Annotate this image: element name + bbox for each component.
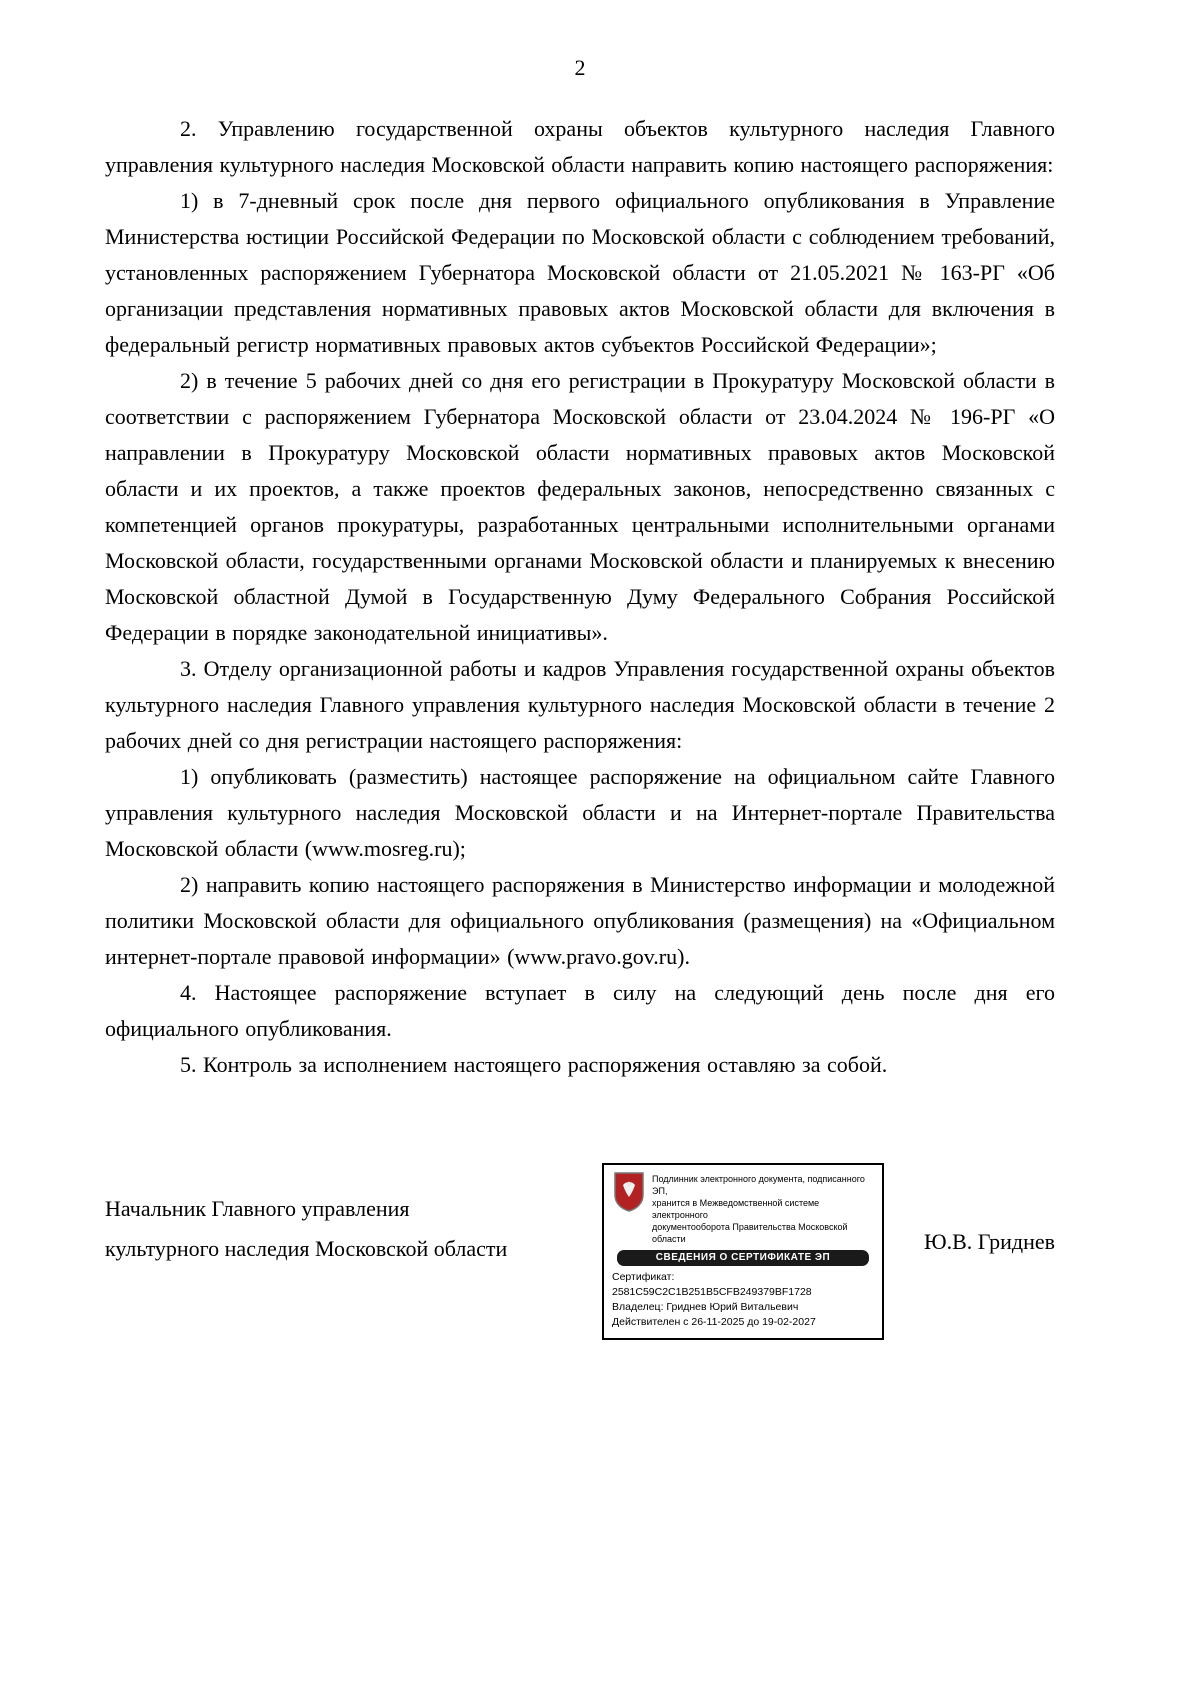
- paragraph-2-sub1: 1) в 7-дневный срок после дня первого официального опубликования в Управление Министерства юстиции Российской Федерации по Московской области с соблюдением требований, установленных распоряжением Губернатора Московской области от 21.05.2021 № 163-РГ «Об организации представления нормативных правовых актов Московской области для включения в федеральный регистр нормативных правовых актов субъектов Российской Федерации»;: [105, 188, 1055, 357]
- stamp-header-text: [652, 1171, 874, 1245]
- paragraph-3-sub1: 1) опубликовать (разместить) настоящее распоряжение на официальном сайте Главного управления культурного наследия Московской области и на Интернет-портале Правительства Московской области (www.mosreg.ru);: [105, 764, 1055, 861]
- stamp-certificate-title: СВЕДЕНИЯ О СЕРТИФИКАТЕ ЭП: [617, 1250, 869, 1266]
- paragraph-2: 2. Управлению государственной охраны объектов культурного наследия Главного управления культурного наследия Московской области направить копию настоящего распоряжения:: [105, 116, 1055, 177]
- paragraph-2-sub2: 2) в течение 5 рабочих дней со дня его регистрации в Прокуратуру Московской области в соответствии с распоряжением Губернатора Московской области от 23.04.2024 № 196-РГ «О направлении в Прокуратуру Московской области нормативных правовых актов Московской области и их проектов, а также проектов федеральных законов, непосредственно связанных с компетенцией органов прокуратуры, разработанных центральными исполнительными органами Московской области, государственными органами Московской области и планируемых к внесению Московской областной Думой в Государственную Думу Федерального Собрания Российской Федерации в порядке законодательной инициативы».: [105, 368, 1055, 645]
- page-number: 2: [574, 55, 586, 80]
- document-body: [105, 111, 1055, 1083]
- stamp-header-line-2: хранится в Межведомственной системе электронного: [652, 1198, 820, 1220]
- paragraph-5: 5. Контроль за исполнением настоящего распоряжения оставляю за собой.: [180, 1052, 888, 1077]
- signatory-name: Ю.В. Гриднев: [923, 1229, 1055, 1254]
- stamp-certificate-number: Сертификат: 2581C59C2C1B251B5CFB249379BF1728: [612, 1271, 812, 1298]
- stamp-header-section: [612, 1171, 874, 1245]
- paragraph-3: 3. Отделу организационной работы и кадров Управления государственной охраны объектов культурного наследия Главного управления культурного наследия Московской области в течение 2 рабочих дней со дня регистрации настоящего распоряжения:: [105, 656, 1055, 753]
- paragraph-3-sub2: 2) направить копию настоящего распоряжения в Министерство информации и молодежной политики Московской области для официального опубликования (размещения) на «Официальном интернет-портале правовой информации» (www.pravo.gov.ru).: [105, 872, 1055, 969]
- moscow-region-emblem-icon: [612, 1171, 646, 1213]
- paragraph-4: 4. Настоящее распоряжение вступает в силу на следующий день после дня его официального опубликования.: [105, 980, 1055, 1041]
- electronic-signature-stamp: [602, 1163, 884, 1340]
- stamp-header-line-3: документооборота Правительства Московской области: [652, 1222, 848, 1244]
- signatory-position: [105, 1163, 602, 1269]
- signatory-position-line-1: Начальник Главного управления: [105, 1196, 410, 1221]
- stamp-header-line-1: Подлинник электронного документа, подписанного ЭП,: [652, 1174, 865, 1196]
- stamp-certificate-owner: Владелец: Гриднев Юрий Витальевич: [612, 1301, 799, 1313]
- signatory-position-line-2: культурного наследия Московской области: [105, 1236, 508, 1261]
- stamp-certificate-validity: Действителен с 26-11-2025 до 19-02-2027: [612, 1316, 816, 1328]
- signature-block: [105, 1163, 1055, 1340]
